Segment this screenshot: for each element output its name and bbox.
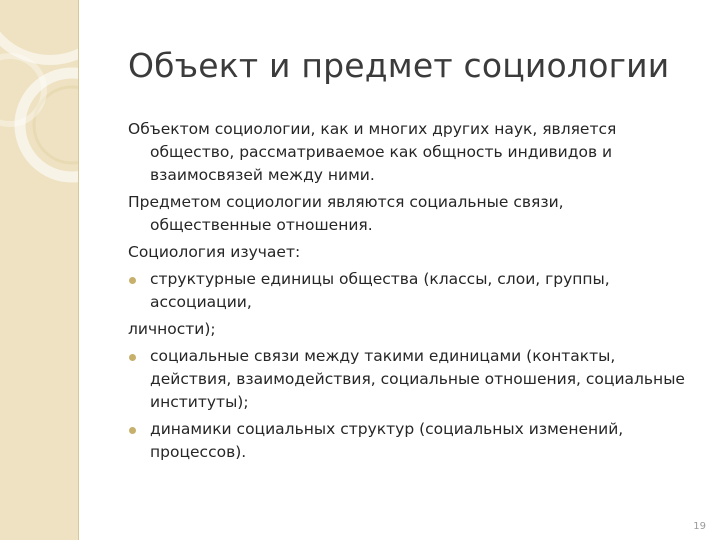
slide-content [128,118,688,468]
decorative-circle-top [0,0,78,60]
bullet-icon [129,277,136,284]
decorative-circles [0,0,78,540]
continuation-line: личности); [128,320,216,338]
bullet-text: структурные единицы общества (классы, слои, группы, ассоциации, [150,270,610,311]
object-paragraph: Объектом социологии, как и многих других наук, является общество, рассматриваемое как общность индивидов и взаимосвязей между ними. [128,120,617,184]
decorative-sidebar [0,0,79,540]
bullet-text: социальные связи между такими единицами (контакты, действия, взаимодействия, социальные отношения, социальные институты); [150,347,685,411]
bullet-item-structural-units [128,268,688,314]
bullet-icon [129,427,136,434]
bullet-item-dynamics [128,418,688,464]
subject-paragraph: Предметом социологии являются социальные связи, общественные отношения. [128,193,564,234]
bullet-text: динамики социальных структур (социальных изменений, процессов). [150,420,624,461]
bullet-item-social-links [128,345,688,414]
page-number: 19 [693,521,706,532]
bullet-icon [129,354,136,361]
studies-heading: Социология изучает: [128,243,301,261]
slide-title: Объект и предмет социологии [128,46,670,85]
